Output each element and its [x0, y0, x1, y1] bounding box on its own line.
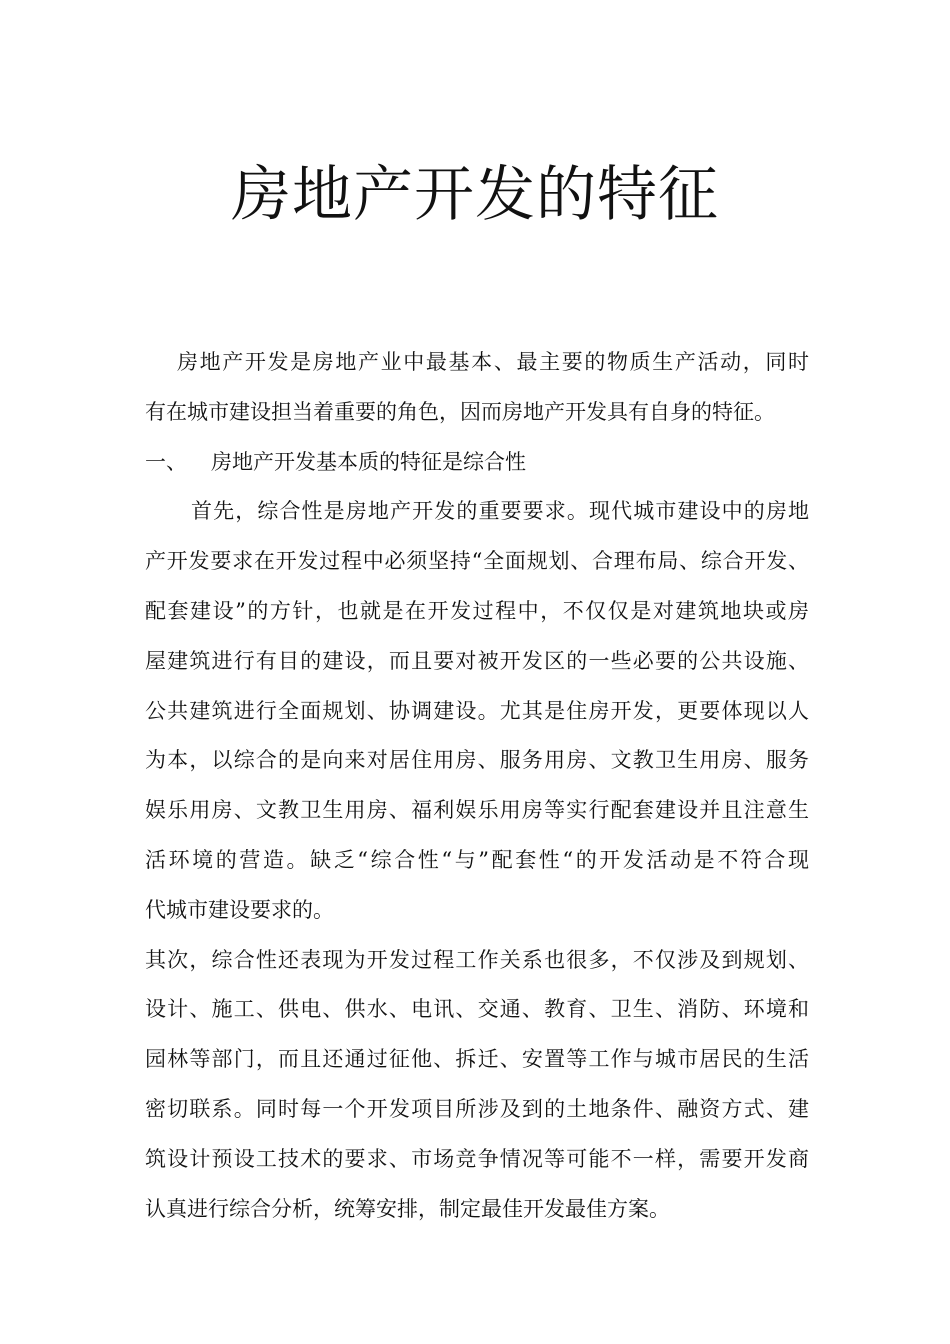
intro-line: 房地产开发是房地产业中最基本、最主要的物质生产活动，同时 [177, 350, 809, 374]
section-heading [145, 438, 809, 488]
paragraph-line: 园林等部门，而且还通过征他、拆迁、安置等工作与城市居民的生活 [145, 1047, 809, 1072]
paragraph-line: 为本，以综合的是向来对居住用房、服务用房、文教卫生用房、服务 [145, 748, 809, 773]
paragraph-line: 娱乐用房、文教卫生用房、福利娱乐用房等实行配套建设并且注意生 [145, 798, 809, 823]
paragraph-line: 首先，综合性是房地产开发的重要要求。现代城市建设中的房地 [191, 499, 809, 524]
paragraph-line: 屋建筑进行有目的建设，而且要对被开发区的一些必要的公共设施、 [145, 648, 809, 673]
paragraph-line: 密切联系。同时每一个开发项目所涉及到的土地条件、融资方式、建 [145, 1096, 809, 1121]
paragraph-line: 活环境的营造。缺乏“综合性“与”配套性“的开发活动是不符合现 [145, 847, 809, 872]
paragraph-line: 产开发要求在开发过程中必须坚持“全面规划、合理布局、综合开发、 [145, 549, 809, 574]
paragraph-line: 设计、施工、供电、供水、电讯、交通、教育、卫生、消防、环境和 [145, 997, 809, 1022]
paragraph-line: 代城市建设要求的。 [145, 897, 334, 922]
paragraph-line: 筑设计预设工技术的要求、市场竞争情况等可能不一样，需要开发商 [145, 1146, 809, 1171]
paragraph-line: 其次，综合性还表现为开发过程工作关系也很多，不仅涉及到规划、 [145, 947, 809, 972]
intro-line: 有在城市建设担当着重要的角色，因而房地产开发具有自身的特征。 [145, 399, 775, 424]
document-title: 房地产开发的特征 [231, 160, 719, 230]
document-body [145, 338, 809, 1234]
paragraph-line: 配套建设”的方针，也就是在开发过程中，不仅仅是对建筑地块或房 [145, 598, 809, 623]
paragraph-line: 公共建筑进行全面规划、协调建设。尤其是住房开发，更要体现以人 [145, 698, 809, 723]
section-heading-text: 房地产开发基本质的特征是综合性 [211, 449, 526, 474]
section-number: 一、 [145, 449, 187, 474]
paragraph-line: 认真进行综合分析，统筹安排，制定最佳开发最佳方案。 [145, 1196, 670, 1221]
